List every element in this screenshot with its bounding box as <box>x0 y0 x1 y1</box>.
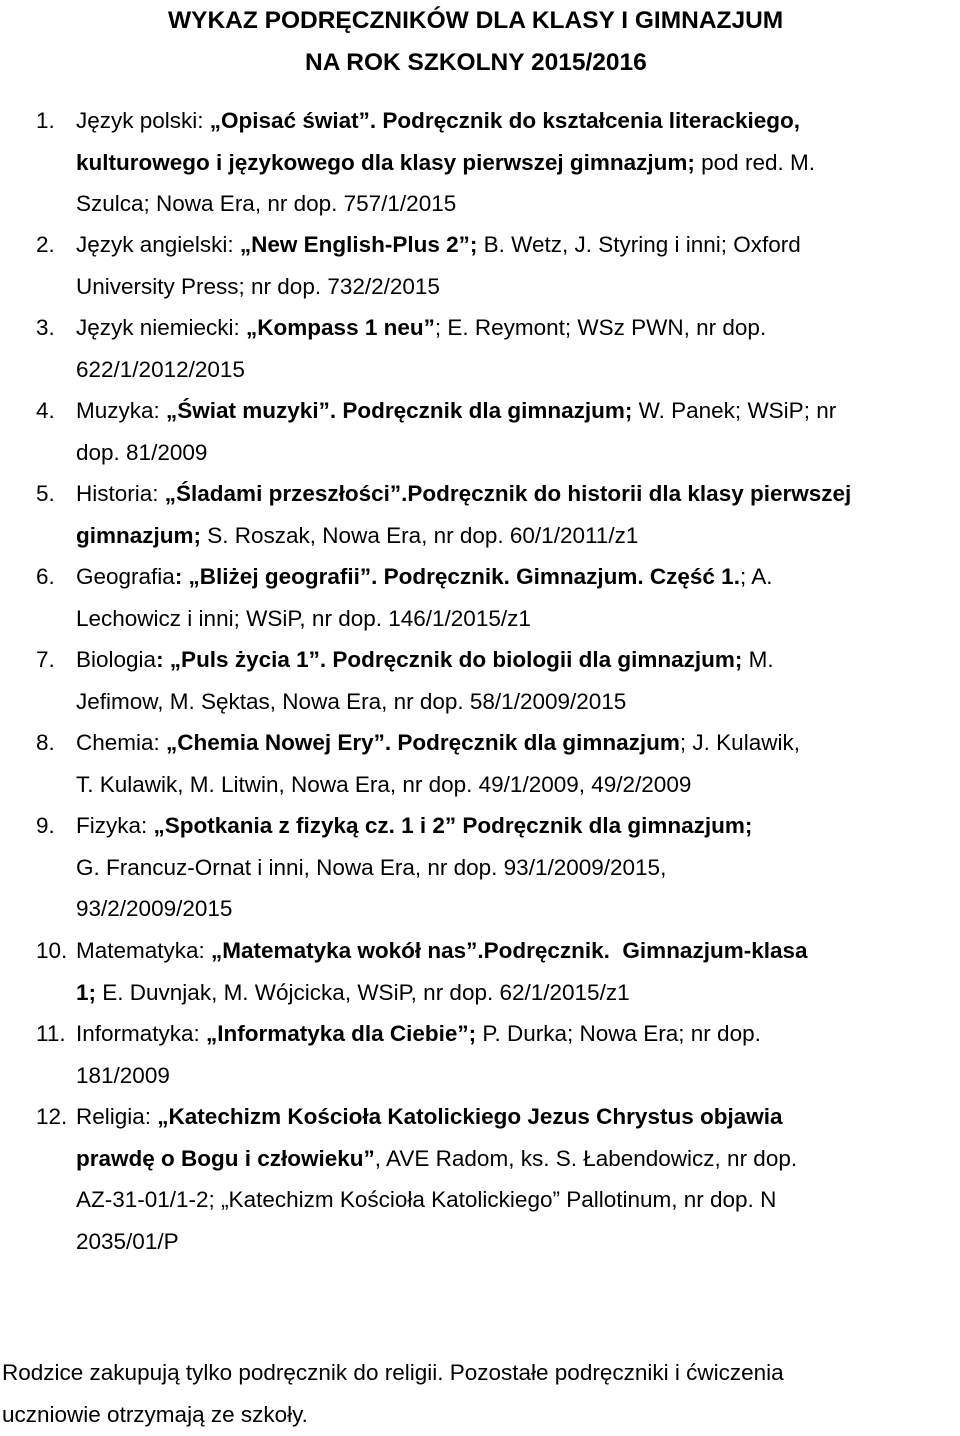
item-line <box>76 847 952 889</box>
item-line <box>76 266 952 308</box>
text-segment: S. Roszak, Nowa Era, nr dop. 60/1/2011/z1 <box>201 522 639 548</box>
item-line <box>76 1179 952 1221</box>
text-segment: Muzyka: <box>76 398 167 423</box>
text-segment: B. Wetz, J. Styring i inni; Oxford <box>477 232 801 257</box>
item-text <box>76 1013 952 1096</box>
text-segment: T. Kulawik, M. Litwin, Nowa Era, nr dop. 49/1/2009, 49/2/2009 <box>76 771 692 797</box>
bold-segment: : „Bliżej geografii”. Podręcznik. Gimnazjum. Część 1. <box>174 564 740 589</box>
item-line <box>76 764 952 806</box>
bold-segment: „Opisać świat”. Podręcznik do kształcenia literackiego, <box>209 108 801 133</box>
text-segment: pod red. M. <box>694 149 815 175</box>
text-segment: W. Panek; WSiP; nr <box>632 398 837 423</box>
bold-segment: „Śladami przeszłości”.Podręcznik do historii dla klasy pierwszej <box>164 481 852 506</box>
item-text <box>76 805 952 930</box>
item-number: 12. <box>36 1104 68 1129</box>
item-number: 11. <box>36 1021 66 1046</box>
item-line <box>76 1096 952 1138</box>
text-segment: Informatyka: <box>76 1021 207 1046</box>
item-number: 5. <box>36 481 55 506</box>
item-line <box>76 515 952 557</box>
item-number: 3. <box>36 315 55 340</box>
item-number: 2. <box>36 232 55 257</box>
item-number: 1. <box>36 108 55 133</box>
text-segment: Szulca; Nowa Era, nr dop. 757/1/2015 <box>76 191 457 216</box>
item-text <box>76 390 952 473</box>
item-line <box>76 598 952 640</box>
text-segment: G. Francuz-Ornat i inni, Nowa Era, nr dop. 93/1/2009/2015, <box>76 854 667 880</box>
item-line <box>76 390 952 432</box>
text-segment: ; A. <box>739 564 773 589</box>
item-line <box>76 556 952 598</box>
bold-segment: „Katechizm Kościoła Katolickiego Jezus Chrystus objawia <box>157 1104 783 1129</box>
text-segment: Język polski: <box>76 108 210 133</box>
item-line <box>76 100 952 142</box>
item-number: 10. <box>36 938 68 963</box>
item-text <box>76 473 952 556</box>
item-line <box>76 1221 952 1263</box>
title-line-2: NA ROK SZKOLNY 2015/2016 <box>305 49 647 76</box>
text-segment: 181/2009 <box>76 1062 170 1088</box>
text-segment: Jefimow, M. Sęktas, Nowa Era, nr dop. 58/1/2009/2015 <box>76 688 627 714</box>
text-segment: Język angielski: <box>76 232 240 257</box>
bold-segment: „Matematyka wokół nas”.Podręcznik. Gimnazjum-klasa <box>211 938 808 963</box>
item-line <box>76 805 952 847</box>
item-line <box>76 888 952 930</box>
bold-segment: prawdę o Bogu i człowieku” <box>76 1145 375 1171</box>
item-line <box>76 349 952 391</box>
item-line <box>76 142 952 184</box>
text-segment: ; J. Kulawik, <box>679 730 800 755</box>
text-segment: Religia: <box>76 1104 158 1129</box>
footer-note <box>0 1352 960 1436</box>
text-segment: Geografia <box>76 564 175 589</box>
item-line <box>76 639 952 681</box>
text-segment: , AVE Radom, ks. S. Łabendowicz, nr dop. <box>374 1145 798 1171</box>
item-text <box>76 100 952 225</box>
item-number: 7. <box>36 647 55 672</box>
item-text <box>76 224 952 307</box>
bold-segment: kulturowego i językowego dla klasy pierwszej gimnazjum; <box>76 149 695 175</box>
item-number: 8. <box>36 730 55 755</box>
text-segment: M. <box>742 647 774 672</box>
text-segment: AZ-31-01/1-2; „Katechizm Kościoła Katolickiego” Pallotinum, nr dop. N <box>76 1187 777 1212</box>
item-line <box>76 681 952 723</box>
item-line <box>76 183 952 225</box>
item-line <box>76 307 952 349</box>
bold-segment: „Chemia Nowej Ery”. Podręcznik dla gimnazjum <box>166 730 680 755</box>
item-number: 9. <box>36 813 55 838</box>
text-segment: Biologia <box>76 647 157 672</box>
item-text <box>76 556 952 639</box>
text-segment: 622/1/2012/2015 <box>76 356 245 382</box>
text-segment: Matematyka: <box>76 938 212 963</box>
item-line <box>76 930 952 972</box>
item-line <box>76 473 952 515</box>
text-segment: University Press; nr dop. 732/2/2015 <box>76 273 440 299</box>
item-text <box>76 1096 952 1262</box>
bold-segment: 1; <box>76 979 97 1005</box>
text-segment: ; E. Reymont; WSz PWN, nr dop. <box>434 315 767 340</box>
item-line <box>76 1013 952 1055</box>
bold-segment: „Kompass 1 neu” <box>246 315 435 340</box>
note-line-1: Rodzice zakupują tylko podręcznik do religii. Pozostałe podręczniki i ćwiczenia <box>2 1360 784 1385</box>
item-line <box>76 972 952 1014</box>
item-text <box>76 307 952 390</box>
title-line-1: WYKAZ PODRĘCZNIKÓW DLA KLASY I GIMNAZJUM <box>168 7 784 34</box>
note-line-2: uczniowie otrzymają ze szkoły. <box>2 1402 308 1427</box>
item-number: 4. <box>36 398 55 423</box>
item-line <box>76 1138 952 1180</box>
text-segment: Chemia: <box>76 730 167 755</box>
item-text <box>76 930 952 1013</box>
item-line <box>76 224 952 266</box>
bold-segment: : „Puls życia 1”. Podręcznik do biologii dla gimnazjum; <box>156 647 743 672</box>
item-number: 6. <box>36 564 55 589</box>
text-segment: Historia: <box>76 481 165 506</box>
text-segment: 2035/01/P <box>76 1228 179 1254</box>
bold-segment: „Spotkania z fizyką cz. 1 i 2” Podręcznik dla gimnazjum; <box>153 813 753 838</box>
bold-segment: „Świat muzyki”. Podręcznik dla gimnazjum; <box>166 398 633 423</box>
item-line <box>76 432 952 474</box>
text-segment: Lechowicz i inni; WSiP, nr dop. 146/1/2015/z1 <box>76 605 531 631</box>
bold-segment: gimnazjum; <box>76 522 202 548</box>
item-text <box>76 639 952 722</box>
text-segment: E. Duvnjak, M. Wójcicka, WSiP, nr dop. 62/1/2015/z1 <box>96 979 630 1005</box>
text-segment: Język niemiecki: <box>76 315 247 340</box>
item-line <box>76 1055 952 1097</box>
item-line <box>76 722 952 764</box>
text-segment: 93/2/2009/2015 <box>76 896 233 921</box>
text-segment: dop. 81/2009 <box>76 439 208 465</box>
bold-segment: „Informatyka dla Ciebie”; <box>206 1021 477 1046</box>
text-segment: P. Durka; Nowa Era; nr dop. <box>476 1021 761 1046</box>
item-text <box>76 722 952 805</box>
text-segment: Fizyka: <box>76 813 154 838</box>
bold-segment: „New English-Plus 2”; <box>239 232 478 257</box>
